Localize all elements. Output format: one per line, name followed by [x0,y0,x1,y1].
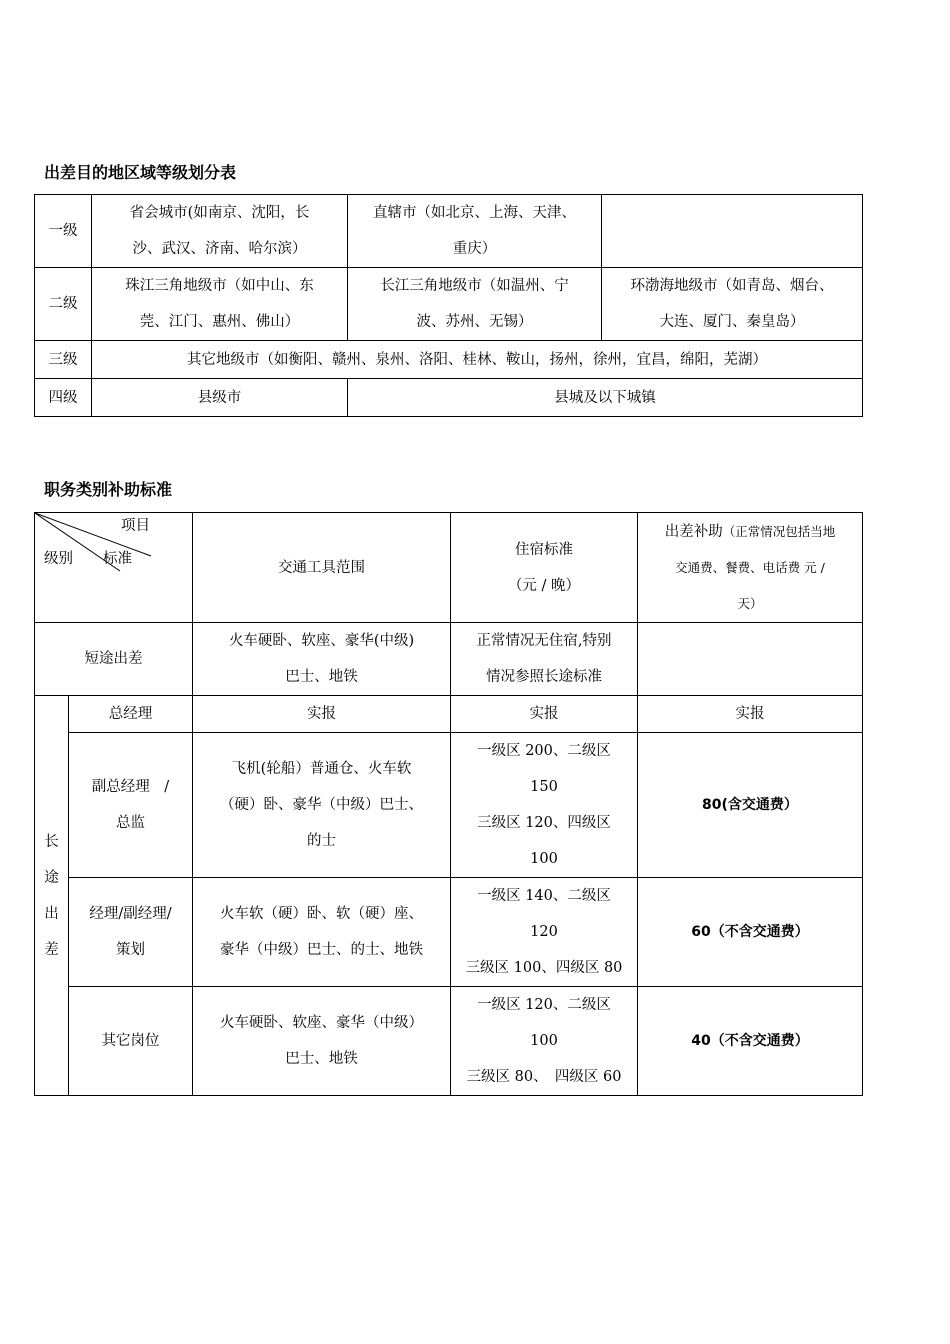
lodging-cell: 正常情况无住宿,特别 情况参照长途标准 [451,623,638,696]
table-row [35,733,863,878]
city-cell: 其它地级市（如衡阳、赣州、泉州、洛阳、桂林、鞍山，扬州，徐州，宜昌，绵阳，芜湖） [92,341,863,379]
city-cell: 县级市 [92,379,348,417]
header-level-label: 级别 [44,551,73,567]
table-row [35,268,863,341]
table-header-row [35,513,863,623]
lodging-cell: 一级区 200、二级区 150 三级区 120、四级区 100 [451,733,638,878]
long-trip-label: 长 途 出 差 [35,696,69,1096]
allowance-cell [638,623,863,696]
short-trip-label: 短途出差 [35,623,193,696]
diagonal-header-cell [35,513,193,623]
header-allowance: 出差补助（正常情况包括当地 交通费、餐费、电话费 元 / 天） [638,513,863,623]
transport-cell: 实报 [193,696,451,733]
city-cell: 环渤海地级市（如青岛、烟台、 大连、厦门、秦皇岛） [602,268,863,341]
table1-title: 出差目的地区域等级划分表 [44,163,237,182]
city-cell [602,195,863,268]
level-cell: 三级 [35,341,92,379]
table2-title: 职务类别补助标准 [44,480,173,499]
level-cell: 四级 [35,379,92,417]
table-row [35,696,863,733]
lodging-cell: 实报 [451,696,638,733]
position-cell: 经理/副经理/ 策划 [69,878,193,987]
allowance-cell: 40（不含交通费） [638,987,863,1096]
allowance-table [34,512,863,1096]
lodging-cell: 一级区 140、二级区 120 三级区 100、四级区 80 [451,878,638,987]
allowance-cell: 实报 [638,696,863,733]
table-row [35,195,863,268]
city-cell: 长江三角地级市（如温州、宁 波、苏州、无锡） [348,268,602,341]
transport-cell: 火车硬卧、软座、豪华(中级) 巴士、地铁 [193,623,451,696]
transport-cell: 火车软（硬）卧、软（硬）座、 豪华（中级）巴士、的士、地铁 [193,878,451,987]
position-cell: 总经理 [69,696,193,733]
position-cell: 副总经理 / 总监 [69,733,193,878]
position-cell: 其它岗位 [69,987,193,1096]
allowance-cell: 80(含交通费） [638,733,863,878]
allowance-cell: 60（不含交通费） [638,878,863,987]
header-lodging: 住宿标准 （元 / 晚） [451,513,638,623]
header-item-label: 项目 [121,518,150,534]
transport-cell: 火车硬卧、软座、豪华（中级） 巴士、地铁 [193,987,451,1096]
table-row [35,878,863,987]
header-transport: 交通工具范围 [193,513,451,623]
city-cell: 直辖市（如北京、上海、天津、 重庆） [348,195,602,268]
table-row [35,623,863,696]
city-cell: 县城及以下城镇 [348,379,863,417]
header-standard-label: 标准 [103,551,132,567]
region-level-table [34,194,863,417]
table-row [35,987,863,1096]
lodging-cell: 一级区 120、二级区 100 三级区 80、 四级区 60 [451,987,638,1096]
level-cell: 二级 [35,268,92,341]
city-cell: 珠江三角地级市（如中山、东 莞、江门、惠州、佛山） [92,268,348,341]
table-row [35,379,863,417]
level-cell: 一级 [35,195,92,268]
transport-cell: 飞机(轮船）普通仓、火车软 （硬）卧、豪华（中级）巴士、 的士 [193,733,451,878]
table-row [35,341,863,379]
city-cell: 省会城市(如南京、沈阳，长 沙、武汉、济南、哈尔滨） [92,195,348,268]
